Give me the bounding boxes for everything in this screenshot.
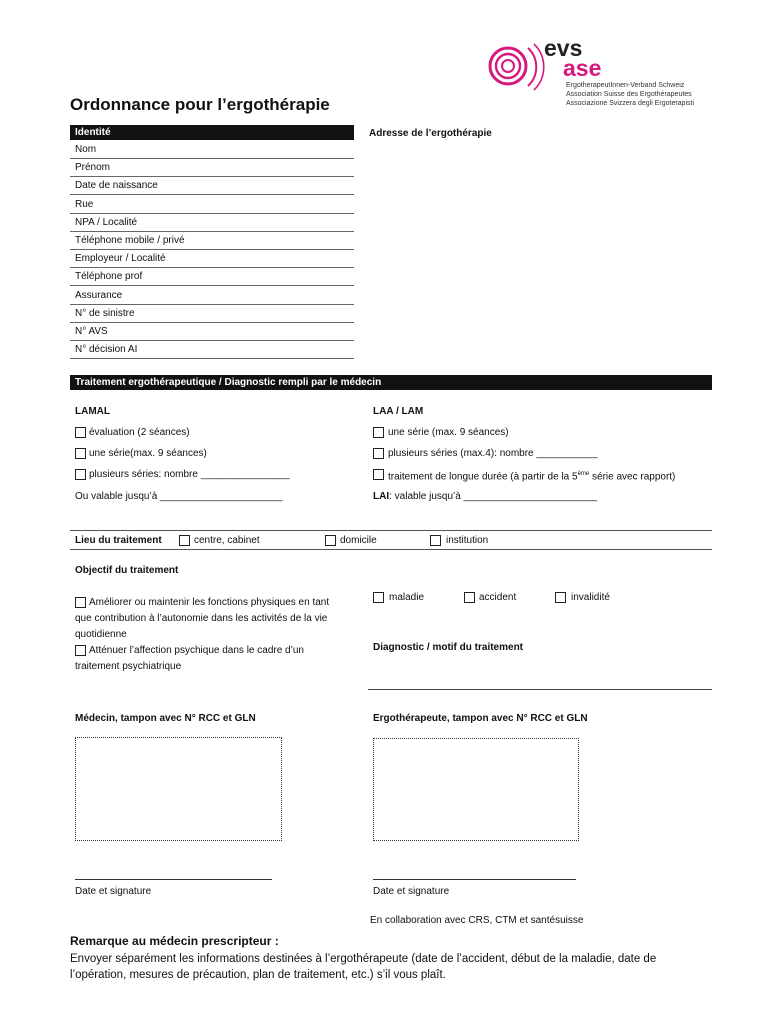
location-divider-top bbox=[70, 530, 712, 531]
cause-invalidity-checkbox[interactable] bbox=[555, 592, 566, 603]
laa-several-series-label: plusieurs séries (max.4): nombre ___________ bbox=[388, 448, 598, 459]
lamal-several-series-checkbox[interactable] bbox=[75, 469, 86, 480]
laa-long-term-superscript: ème bbox=[577, 471, 590, 477]
identity-field-row[interactable]: Nom bbox=[70, 141, 354, 159]
identity-header: Identité bbox=[70, 125, 354, 140]
identity-field-row[interactable]: Prénom bbox=[70, 159, 354, 177]
logo-line-3: Associazione Svizzera degli Ergoterapisti bbox=[566, 100, 695, 107]
laa-long-term-prefix: traitement de longue durée (à partir de la 5 bbox=[388, 471, 578, 483]
doctor-stamp-box[interactable] bbox=[75, 737, 282, 841]
doctor-signature-line[interactable] bbox=[75, 879, 272, 880]
identity-field-row[interactable]: N° décision AI bbox=[70, 341, 354, 359]
diagnosis-line[interactable] bbox=[368, 689, 712, 690]
lamal-one-series-label: une série(max. 9 séances) bbox=[89, 448, 207, 459]
laa-long-term-suffix: série avec rapport) bbox=[589, 471, 676, 483]
location-divider-bottom bbox=[70, 549, 712, 550]
doctor-date-signature-label: Date et signature bbox=[75, 886, 152, 897]
page-title: Ordonnance pour l’ergothérapie bbox=[70, 95, 330, 114]
lamal-title: LAMAL bbox=[75, 406, 110, 417]
objective-psychic-line-1: Atténuer l’affection psychique dans le cadre d’un bbox=[89, 645, 304, 656]
laa-one-series-label: une série (max. 9 séances) bbox=[388, 427, 509, 438]
therapist-stamp-label: Ergothérapeute, tampon avec N° RCC et GLN bbox=[373, 713, 588, 724]
cause-accident-label: accident bbox=[479, 592, 517, 603]
lamal-valid-until[interactable]: Ou valable jusqu’à ______________________ bbox=[75, 491, 283, 502]
location-label: Lieu du traitement bbox=[75, 535, 162, 546]
objective-physical-line-1: Améliorer ou maintenir les fonctions physiques en tant bbox=[89, 597, 330, 608]
objective-physical-line-3: quotidienne bbox=[75, 629, 127, 640]
laa-one-series-checkbox[interactable] bbox=[373, 427, 384, 438]
lai-valid-text: : valable jusqu’à ________________________ bbox=[389, 491, 598, 502]
identity-field-row[interactable]: Date de naissance bbox=[70, 177, 354, 195]
cause-illness-checkbox[interactable] bbox=[373, 592, 384, 603]
cause-accident-checkbox[interactable] bbox=[464, 592, 475, 603]
lai-label: LAI bbox=[373, 491, 390, 502]
logo-line-2: Association Suisse des Ergothérapeutes bbox=[566, 91, 692, 98]
collaboration-note: En collaboration avec CRS, CTM et santésuisse bbox=[370, 915, 584, 926]
lai-valid-until[interactable] bbox=[373, 490, 597, 503]
identity-field-row[interactable]: N° AVS bbox=[70, 323, 354, 341]
laa-long-term-label bbox=[388, 468, 675, 483]
lamal-evaluation-checkbox[interactable] bbox=[75, 427, 86, 438]
logo-line-1: ErgotherapeutInnen-Verband Schweiz bbox=[566, 82, 685, 89]
location-home-checkbox[interactable] bbox=[325, 535, 336, 546]
cause-invalidity-label: invalidité bbox=[571, 592, 610, 603]
identity-field-row[interactable]: N° de sinistre bbox=[70, 305, 354, 323]
location-institution-checkbox[interactable] bbox=[430, 535, 441, 546]
identity-field-row[interactable]: Téléphone mobile / privé bbox=[70, 232, 354, 250]
lamal-one-series-checkbox[interactable] bbox=[75, 448, 86, 459]
diagnosis-label: Diagnostic / motif du traitement bbox=[373, 642, 524, 653]
therapist-date-signature-label: Date et signature bbox=[373, 886, 450, 897]
identity-field-row[interactable]: Assurance bbox=[70, 287, 354, 305]
objective-psychic-checkbox[interactable] bbox=[75, 645, 86, 656]
objective-psychic-line-2: traitement psychiatrique bbox=[75, 661, 182, 672]
location-home-label: domicile bbox=[340, 535, 377, 546]
therapist-signature-line[interactable] bbox=[373, 879, 576, 880]
logo-ase-text: ase bbox=[563, 55, 602, 81]
objective-label: Objectif du traitement bbox=[75, 565, 179, 576]
doctor-stamp-label: Médecin, tampon avec N° RCC et GLN bbox=[75, 713, 256, 724]
therapist-stamp-box[interactable] bbox=[373, 738, 579, 841]
treatment-header: Traitement ergothérapeutique / Diagnostic rempli par le médecin bbox=[70, 375, 712, 390]
location-centre-checkbox[interactable] bbox=[179, 535, 190, 546]
therapist-address-label: Adresse de l’ergothérapie bbox=[369, 128, 492, 139]
remark-line-2: l’opération, mesures de précaution, plan de traitement, etc.) s’il vous plaît. bbox=[70, 969, 446, 981]
logo-evs-text: evs bbox=[544, 35, 583, 61]
lamal-several-series-label: plusieurs séries: nombre ________________ bbox=[89, 469, 290, 480]
remark-title: Remarque au médecin prescripteur : bbox=[70, 934, 279, 948]
laa-long-term-checkbox[interactable] bbox=[373, 469, 384, 480]
laa-title: LAA / LAM bbox=[373, 406, 424, 417]
remark-line-1: Envoyer séparément les informations destinées à l’ergothérapeute (date de l’accident, début de la maladie, date de bbox=[70, 953, 657, 965]
cause-illness-label: maladie bbox=[389, 592, 425, 603]
location-institution-label: institution bbox=[446, 535, 489, 546]
objective-physical-checkbox[interactable] bbox=[75, 597, 86, 608]
identity-field-row[interactable]: Téléphone prof bbox=[70, 268, 354, 286]
location-centre-label: centre, cabinet bbox=[194, 535, 260, 546]
objective-physical-line-2: que contribution à l’autonomie dans les activités de la vie bbox=[75, 613, 328, 624]
laa-several-series-checkbox[interactable] bbox=[373, 448, 384, 459]
identity-field-row[interactable]: Rue bbox=[70, 196, 354, 214]
identity-field-row[interactable]: NPA / Localité bbox=[70, 214, 354, 232]
lamal-evaluation-label: évaluation (2 séances) bbox=[89, 427, 190, 438]
identity-field-row[interactable]: Employeur / Localité bbox=[70, 250, 354, 268]
